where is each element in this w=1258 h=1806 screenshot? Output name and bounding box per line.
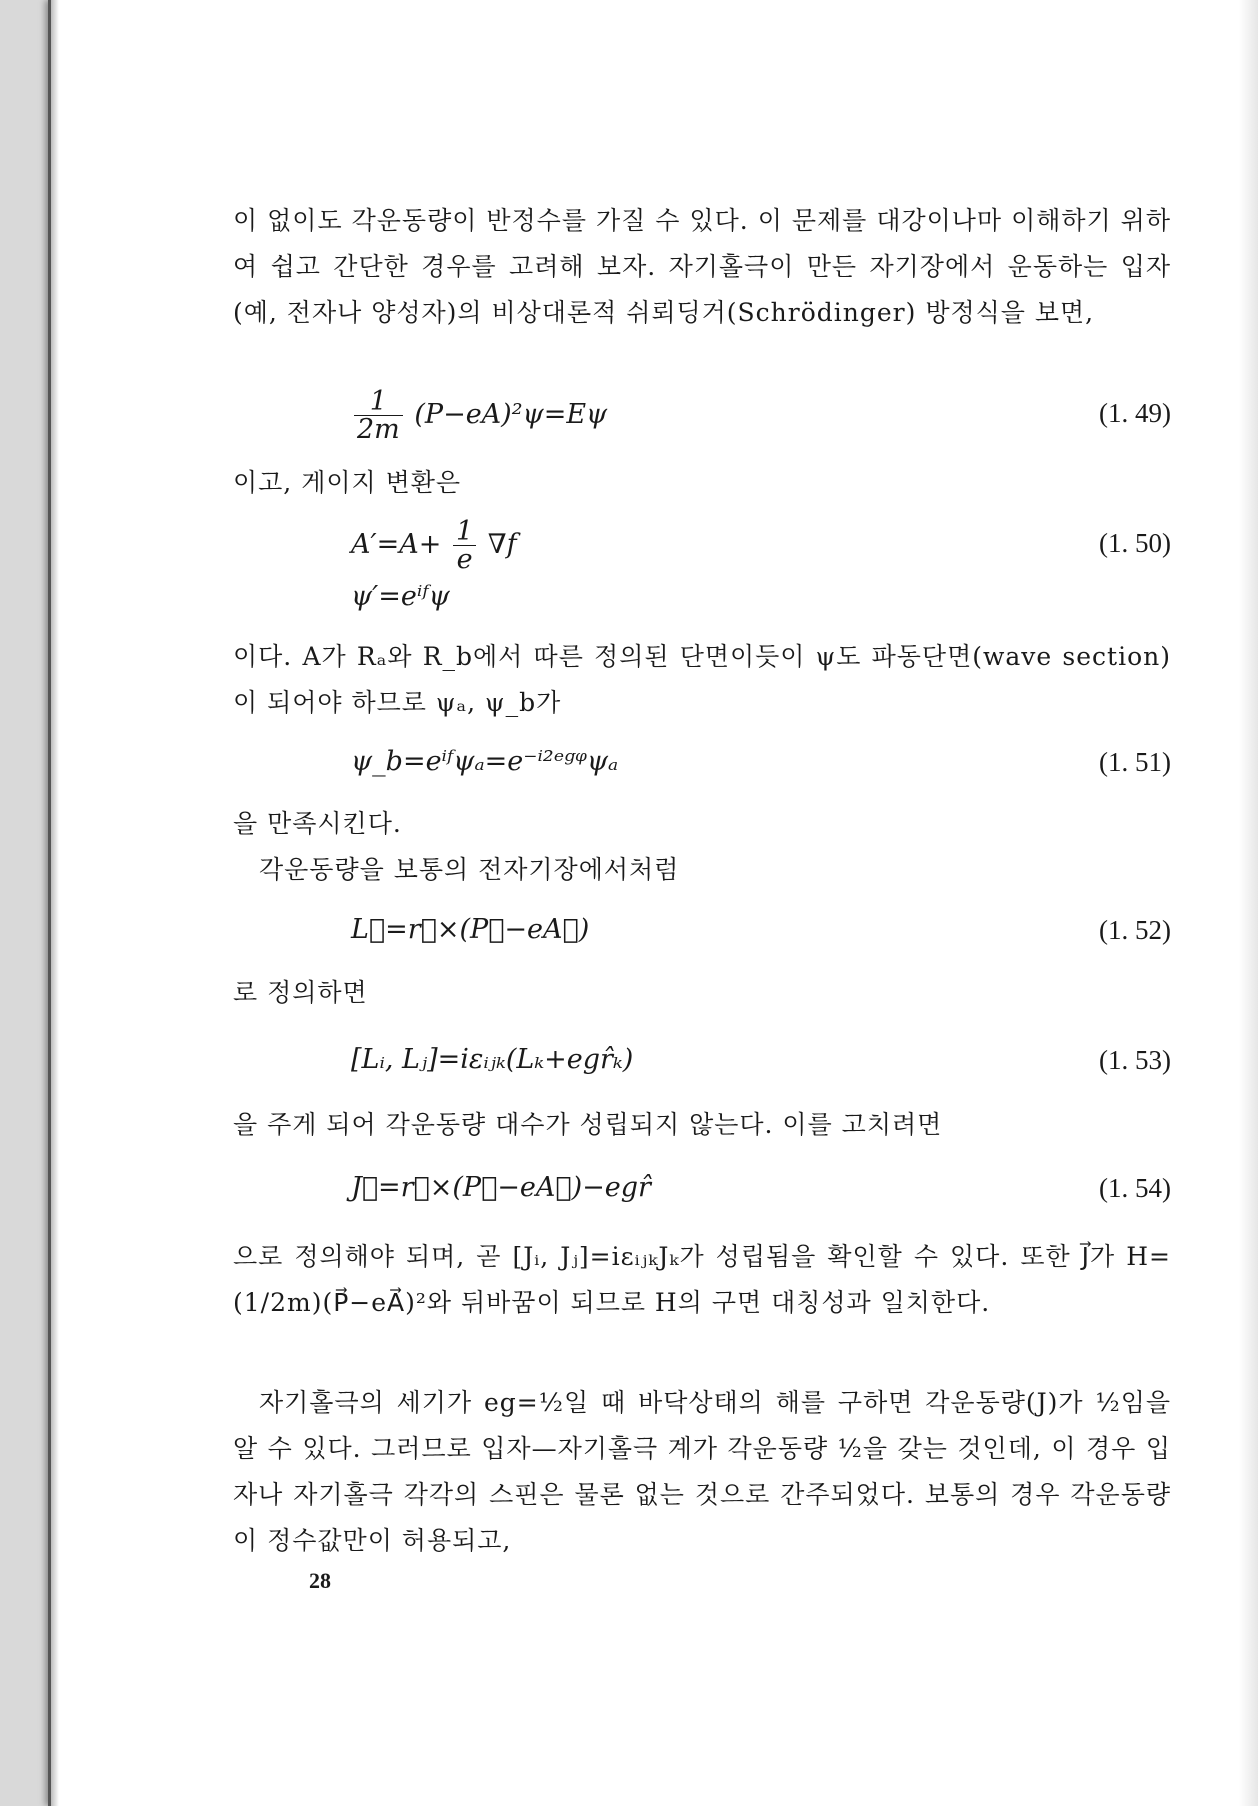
paragraph-section <box>233 634 1171 726</box>
paragraph-commute-text: 으로 정의해야 되며, 곧 [Jᵢ, Jⱼ]=iεᵢⱼₖJₖ가 성립됨을 확인할 수 있다. 또한 J⃗가 H=(1/2m)(P⃗−eA⃗)²와 뒤바꿈이 되므로 H의 구면 대칭성과 일치한다. <box>233 1242 1171 1317</box>
paragraph-intro-text: 이 없이도 각운동량이 반정수를 가질 수 있다. 이 문제를 대강이나마 이해하기 위하여 쉽고 간단한 경우를 고려해 보자. 자기홀극이 만든 자기장에서 운동하는 입자(예, 전자나 양성자)의 비상대론적 쉬뢰딩거(Schrödinger) 방정식을 보면, <box>233 206 1171 327</box>
equation-1-49-formula <box>351 388 607 443</box>
equation-1-50 <box>233 516 1171 575</box>
paragraph-monopole <box>233 1380 1171 1564</box>
equation-1-51 <box>233 737 1171 787</box>
paragraph-define <box>233 970 1171 1016</box>
fraction-1-over-e: $\frac{1}{e}$ <box>453 518 476 573</box>
paragraph-intro <box>233 198 1171 336</box>
equation-1-50-line2-formula: ψ′=eⁱᶠψ <box>351 581 450 612</box>
equation-1-50-line1: A′=A+ $\frac{1}{e}$ ∇f <box>351 516 517 575</box>
book-page <box>48 0 1258 1806</box>
equation-1-53 <box>233 1035 1171 1085</box>
page-edge-shadow <box>1239 0 1258 1806</box>
equation-1-49 <box>233 386 1171 445</box>
equation-number: (1. 52) <box>1099 915 1171 945</box>
equation-1-50-line2 <box>233 572 1171 622</box>
paragraph-section-text: 이다. A가 Rₐ와 R_b에서 따른 정의된 단면이듯이 ψ도 파동단면(wave section)이 되어야 하므로 ψₐ, ψ_b가 <box>233 642 1171 717</box>
page-binding-shadow <box>51 0 59 1806</box>
equation-1-53-formula: [Lᵢ, Lⱼ]=iεᵢⱼₖ(Lₖ+egr̂ₖ) <box>351 1044 634 1075</box>
equation-number: (1. 49) <box>1099 398 1171 428</box>
equation-1-52-formula: L⃗=r⃗×(P⃗−eA⃗) <box>351 914 590 945</box>
equation-number: (1. 50) <box>1099 528 1171 558</box>
paragraph-monopole-text: 자기홀극의 세기가 eg=½일 때 바닥상태의 해를 구하면 각운동량(J)가 ½임을 알 수 있다. 그러므로 입자—자기홀극 계가 각운동량 ½을 갖는 것인데, 이 경우 입자나 자기홀극 각각의 스핀은 물론 없는 것으로 간주되었다. 보통의 경우 각운동량이 정수값만이 허용되고, <box>233 1388 1171 1555</box>
equation-1-51-formula: ψ_b=eⁱᶠψₐ=e⁻ⁱ²ᵉᵍᵠψₐ <box>351 746 619 777</box>
equation-number: (1. 54) <box>1099 1173 1171 1203</box>
paragraph-gauge-text: 이고, 게이지 변환은 <box>233 468 462 497</box>
paragraph-satisfy-text: 을 만족시킨다. <box>233 809 402 838</box>
equation-1-49-rhs: (P−eA)²ψ=Eψ <box>414 399 608 430</box>
fraction-1-over-2m: $\frac{1}{2m}$ <box>354 388 403 443</box>
paragraph-gauge <box>233 460 1171 506</box>
equation-number: (1. 51) <box>1099 747 1171 777</box>
equation-number: (1. 53) <box>1099 1045 1171 1075</box>
paragraph-fix <box>233 1102 1171 1148</box>
paragraph-commute <box>233 1234 1171 1326</box>
equation-1-54 <box>233 1163 1171 1213</box>
paragraph-satisfy <box>233 801 1171 893</box>
paragraph-angular-text: 각운동량을 보통의 전자기장에서처럼 <box>259 855 680 884</box>
equation-1-54-formula: J⃗=r⃗×(P⃗−eA⃗)−egr̂ <box>351 1172 651 1203</box>
paragraph-fix-text: 을 주게 되어 각운동량 대수가 성립되지 않는다. 이를 고치려면 <box>233 1110 943 1139</box>
paragraph-define-text: 로 정의하면 <box>233 978 368 1007</box>
equation-1-52 <box>233 905 1171 955</box>
page-number: 28 <box>309 1568 331 1593</box>
